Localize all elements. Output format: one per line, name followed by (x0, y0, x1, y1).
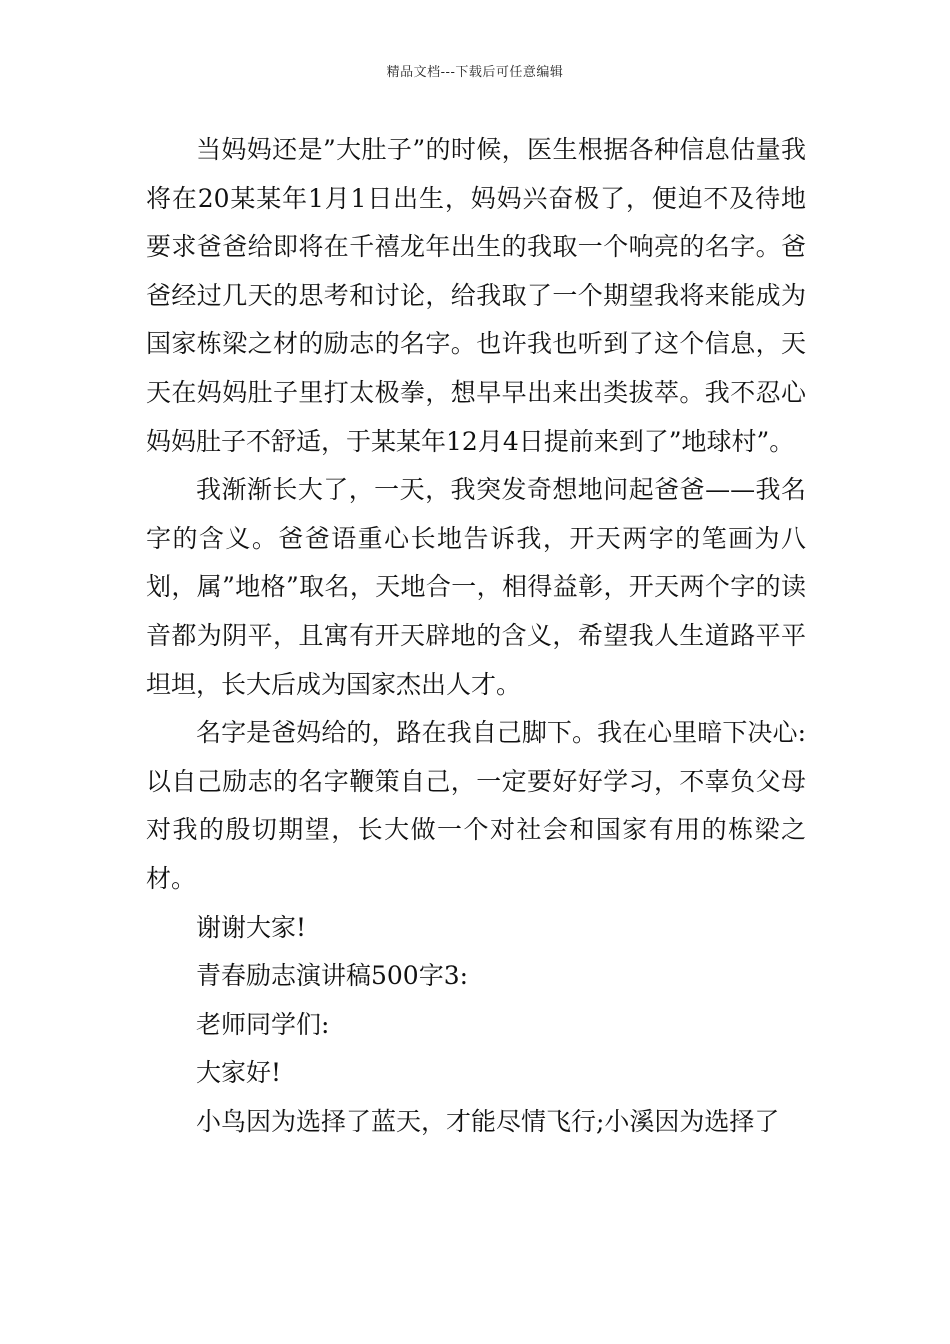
document-body (146, 126, 806, 1146)
salutation: 老师同学们: (196, 1009, 330, 1039)
paragraph-opening: 小鸟因为选择了蓝天，才能尽情飞行;小溪因为选择了 (196, 1106, 780, 1136)
paragraph-birth-story: 当妈妈还是”大肚子”的时候，医生根据各种信息估量我将在20某某年1月1日出生，妈妈兴奋极了，便迫不及待地要求爸爸给即将在千禧龙年出生的我取一个响亮的名字。爸爸经过几天的思考和讨论，给我取了一个期望我将来能成为国家栋梁之材的励志的名字。也许我也听到了这个信息，天天在妈妈肚子里打太极拳，想早早出来出类拔萃。我不忍心妈妈肚子不舒适，于某某年12月4日提前来到了”地球村”。 (146, 135, 806, 456)
page-header: 精品文档---下载后可任意编辑 (386, 65, 564, 80)
paragraph-name-meaning: 我渐渐长大了，一天，我突发奇想地问起爸爸——我名字的含义。爸爸语重心长地告诉我，开天两字的笔画为八划，属”地格”取名，天地合一，相得益彰，开天两个字的读音都为阴平，且寓有开天辟地的含义，希望我人生道路平平坦坦，长大后成为国家杰出人才。 (146, 475, 806, 699)
paragraph-resolution: 名字是爸妈给的，路在我自己脚下。我在心里暗下决心:以自己励志的名字鞭策自己，一定要好好学习，不辜负父母对我的殷切期望，长大做一个对社会和国家有用的栋梁之材。 (146, 718, 806, 893)
greeting: 大家好! (196, 1058, 282, 1088)
speech-title: 青春励志演讲稿500字3: (196, 961, 469, 991)
paragraph-thanks: 谢谢大家! (196, 912, 307, 942)
